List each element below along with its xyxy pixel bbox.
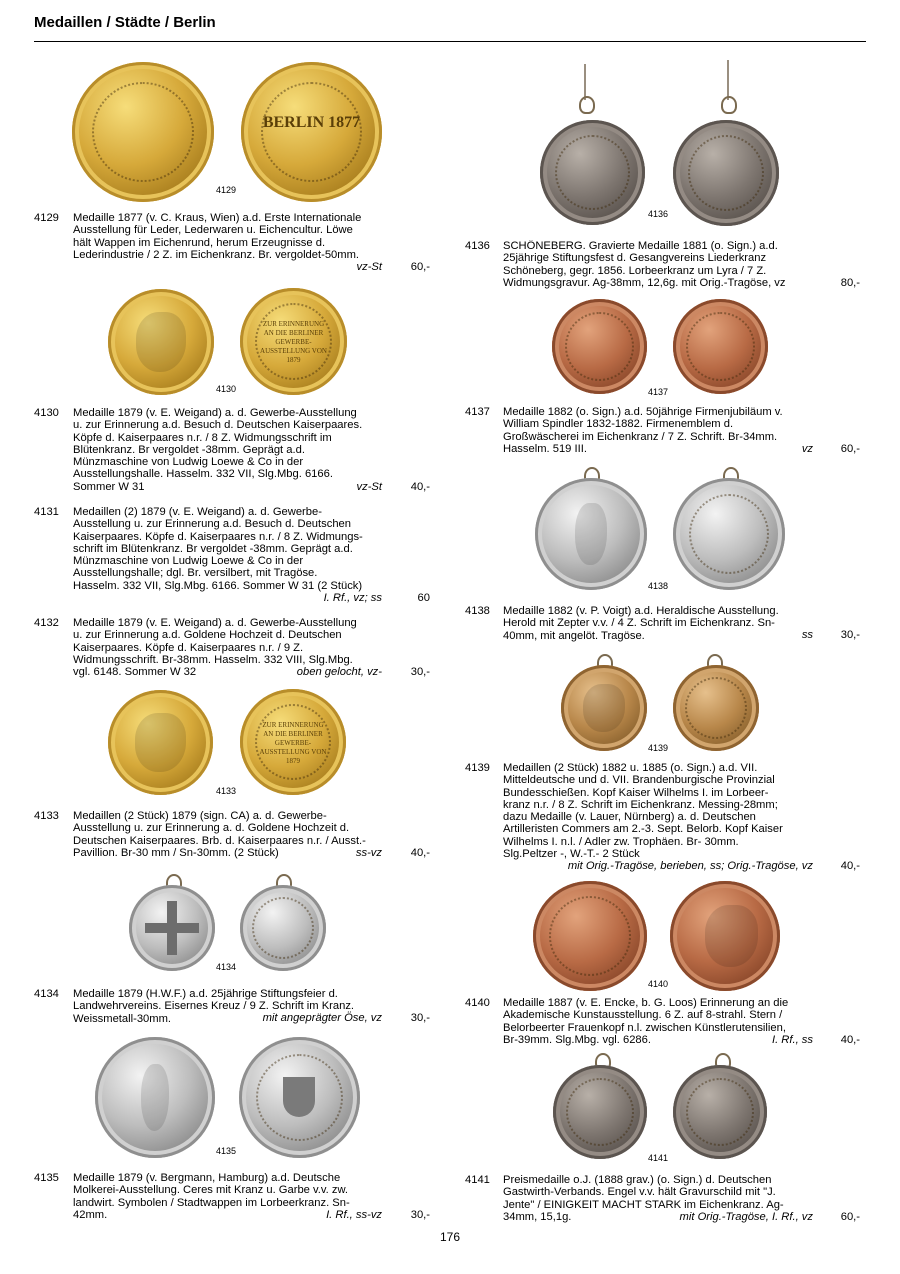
lot-price: 40,- <box>410 847 430 859</box>
lot-text-line: Medaille 1879 (v. E. Weigand) a. d. Gewerbe-Ausstellung <box>73 407 357 419</box>
lot-text-line: Bundesschießen. Kopf Kaiser Wilhelms I. im Lorbeer- <box>503 786 769 799</box>
lot-text-line: Medaillen (2) 1879 (v. E. Weigand) a. d. Gewerbe- <box>73 506 322 518</box>
lot-price: 40,- <box>840 860 860 872</box>
image-label: 4134 <box>216 962 237 972</box>
lot-text-line: Molkerei-Ausstellung. Ceres mit Kranz u. Garbe v.v. zw. <box>73 1184 349 1197</box>
lot-number: 4140 <box>465 997 490 1009</box>
lot-text-line: Schöneberg, gegr. 1856. Lorbeerkranz um Lyra / 7 Z. <box>503 264 767 277</box>
lot-text-line: Blütenkranz. Br vergoldet -38mm. Geprägt a.d. <box>73 443 305 456</box>
coin-obverse <box>129 885 215 971</box>
coin-inscription: BERLIN 1877 <box>262 114 361 131</box>
lot-price: 60,- <box>410 261 430 273</box>
lot-text-line: Preismedaille o.J. (1888 grav.) (o. Sign.) d. Deutschen <box>503 1174 772 1186</box>
coin-reverse <box>673 665 759 751</box>
lot-text-line: Belorbeerter Frauenkopf n.l. zwischen Künstlerutensilien, <box>503 1021 786 1034</box>
lot-text-line: kranz n.r. / 8 Z. Schrift im Eichenkranz. Messing-28mm; <box>503 798 778 811</box>
lot-text-line: Weissmetall-30mm. <box>73 1012 172 1025</box>
image-label: 4130 <box>216 384 237 394</box>
coin-reverse <box>241 62 382 202</box>
coin-reverse <box>673 478 785 590</box>
lot-condition: I. Rf., ss <box>771 1034 813 1046</box>
lot-price: 40,- <box>410 481 430 493</box>
lot-text-line: Medaille 1882 (v. P. Voigt) a.d. Heraldische Ausstellung. <box>503 605 779 617</box>
coin-reverse <box>673 1065 767 1159</box>
lot-text-line: 40mm, mit angelöt. Tragöse. <box>503 629 645 642</box>
coin-obverse <box>552 299 647 394</box>
image-label: 4140 <box>648 979 669 989</box>
lot-text-line: Gastwirth-Verbands. Engel v.v. hält Gravurschild mit "J. <box>503 1186 776 1199</box>
coin-obverse <box>561 665 647 751</box>
lot-text-line: Medaille 1879 (H.W.F.) a.d. 25jährige Stiftungsfeier d. <box>73 988 338 1000</box>
coin-obverse <box>540 120 645 225</box>
lot-text-line: Akademische Kunstausstellung. 6 Z. auf 8-strahl. Stern / <box>503 1009 783 1022</box>
lot-number: 4135 <box>34 1172 59 1184</box>
lot-text-line: Widmungsschrift. Br-38mm. Hasselm. 332 VIII, Slg.Mbg. <box>73 653 353 666</box>
lot-text-line: Sommer W 31 <box>73 480 145 493</box>
coin-reverse <box>240 689 346 795</box>
lot-text-line: Ausstellung für Leder, Lederwaren u. Eichencultur. Löwe <box>73 224 353 237</box>
lot-condition: vz-St <box>356 481 382 493</box>
lot-text-line: Medaille 1887 (v. E. Encke, b. G. Loos) Erinnerung an die <box>503 997 789 1009</box>
lot-number: 4141 <box>465 1174 490 1186</box>
lot-text-line: Mitteldeutsche und d. VII. Brandenburgische Provinzial <box>503 774 775 787</box>
lot-text-line: Hasselm. 332 VII, Slg.Mbg. 6166. Sommer W 31 (2 Stück) <box>73 579 363 592</box>
coin-obverse <box>108 690 213 795</box>
lot-text-line: Ausstellungshalle. Hasselm. 332 VII, Slg.Mbg. 6166. <box>73 468 333 481</box>
lot-text-line: Kaiserpaares. Köpfe d. Kaiserpaares n.r. / 8 Z. Widmungs- <box>73 530 363 543</box>
lot-price: 30,- <box>840 629 860 641</box>
page-number: 176 <box>439 1230 461 1244</box>
image-label: 4137 <box>648 387 669 397</box>
lot-text-line: schrift im Blütenkranz. Br vergoldet -38mm. Geprägt a.d. <box>73 542 353 555</box>
lot-text-line: Ausstellung u. zur Erinnerung a. d. Goldene Hochzeit d. <box>73 822 350 835</box>
lot-text-line: Jente" / EINIGKEIT MACHT STARK im Eichenkranz. Ag- <box>503 1198 784 1211</box>
lot-condition: ss-vz <box>355 847 382 859</box>
image-label: 4141 <box>648 1153 669 1163</box>
lot-number: 4132 <box>34 617 59 629</box>
lot-condition: I. Rf., ss-vz <box>326 1209 382 1221</box>
lot-number: 4134 <box>34 988 59 1000</box>
lot-text-line: Wilhelms I. n.l. / Adler zw. Trophäen. Br- 30mm. <box>503 835 739 848</box>
lot-price: 60 <box>417 592 430 604</box>
coin-obverse <box>535 478 647 590</box>
coin-reverse <box>670 881 780 991</box>
coin-obverse <box>553 1065 647 1159</box>
coin-reverse <box>239 1037 360 1158</box>
lot-number: 4131 <box>34 506 59 518</box>
coin-inscription: ZUR ERINNERUNG AN DIE BERLINER GEWERBE-AUSSTELLUNG VON 1879 <box>260 320 327 364</box>
image-label: 4139 <box>648 743 669 753</box>
lot-condition: vz-St <box>356 261 382 273</box>
lot-number: 4138 <box>465 605 490 617</box>
lot-price: 30,- <box>410 1012 430 1024</box>
coin-reverse <box>673 299 768 394</box>
lot-text-line: Münzmaschine von Ludwig Loewe & Co in der <box>73 555 304 568</box>
coin-reverse <box>673 120 779 226</box>
coin-inscription: ZUR ERINNERUNG AN DIE BERLINER GEWERBE-AUSSTELLUNG VON 1879 <box>259 721 327 765</box>
lot-price: 30,- <box>410 666 430 678</box>
lot-condition: mit Orig.-Tragöse, berieben, ss; Orig.-Tragöse, vz <box>567 860 813 872</box>
lot-condition: mit angeprägter Öse, vz <box>262 1012 382 1024</box>
image-label: 4133 <box>216 786 237 796</box>
lot-price: 80,- <box>840 277 860 289</box>
lot-text-line: Ausstellung u. zur Erinnerung a.d. Besuch d. Deutschen <box>73 518 351 531</box>
lot-text-line: William Spindler 1832-1882. Firmenemblem d. <box>503 418 734 431</box>
lot-text-line: Br-39mm. Slg.Mbg. vgl. 6286. <box>503 1033 651 1046</box>
lot-text-line: Widmungsgravur. Ag-38mm, 12,6g. mit Orig.-Tragöse, vz <box>503 276 786 289</box>
lot-text-line: Artilleristen Commers am 2.-3. Sept. Belorb. Kopf Kaiser <box>503 823 783 836</box>
coin-obverse <box>533 881 647 991</box>
lot-condition: ss <box>801 629 813 641</box>
coin-obverse <box>72 62 214 202</box>
lot-text-line: Medaille 1882 (o. Sign.) a.d. 50jährige Firmenjubiläum v. <box>503 406 783 418</box>
lot-text-line: Deutschen Kaiserpaares. Brb. d. Kaiserpaares n.r. / Ausst.- <box>73 834 366 847</box>
lot-text-line: 25jährige Stiftungsfest d. Gesangvereins Liederkranz <box>503 252 767 265</box>
lot-price: 40,- <box>840 1034 860 1046</box>
lot-condition: vz <box>801 443 813 455</box>
lot-text-line: Lederindustrie / 2 Z. im Eichenkranz. Br. vergoldet-50mm. <box>73 248 360 261</box>
lot-text-line: Köpfe d. Kaiserpaares n.r. / 8 Z. Widmungsschrift im <box>73 431 332 444</box>
lot-number: 4129 <box>34 212 59 224</box>
lot-text-line: Großwäscherei im Eichenkranz / 7 Z. Schrift. Br-34mm. <box>503 430 778 443</box>
page-header-title: Medaillen / Städte / Berlin <box>34 14 216 31</box>
lot-condition: I. Rf., vz; ss <box>323 592 382 604</box>
lot-text-line: Hasselm. 519 III. <box>503 442 587 455</box>
coin-obverse <box>108 289 214 395</box>
lot-text-line: Medaille 1877 (v. C. Kraus, Wien) a.d. Erste Internationale <box>73 212 362 224</box>
lot-text-line: Herold mit Zepter v.v. / 4 Z. Schrift im Eichenkranz. Sn- <box>503 617 775 630</box>
lot-price: 60,- <box>840 1211 860 1223</box>
lot-text-line: Medaille 1879 (v. Bergmann, Hamburg) a.d. Deutsche <box>73 1172 341 1184</box>
image-label: 4138 <box>648 581 669 591</box>
lot-price: 30,- <box>410 1209 430 1221</box>
lot-text-line: Kaiserpaares. Köpfe d. Kaiserpaares n.r. / 9 Z. <box>73 641 304 654</box>
lot-text-line: u. zur Erinnerung a.d. Besuch d. Deutschen Kaiserpaares. <box>73 419 363 432</box>
lot-text-line: Medaillen (2 Stück) 1879 (sign. CA) a. d. Gewerbe- <box>73 810 327 822</box>
lot-text-line: Slg.Peltzer -, W.-T.- 2 Stück <box>503 848 640 861</box>
lot-number: 4130 <box>34 407 59 419</box>
lot-text-line: Medaillen (2 Stück) 1882 u. 1885 (o. Sign.) a.d. VII. <box>503 762 758 774</box>
header-rule <box>34 41 866 42</box>
image-label: 4136 <box>648 209 669 219</box>
image-label: 4135 <box>216 1146 237 1156</box>
image-label: 4129 <box>216 185 237 195</box>
lot-number: 4133 <box>34 810 59 822</box>
lot-condition: oben gelocht, vz- <box>296 666 382 678</box>
coin-reverse <box>240 288 347 395</box>
lot-text-line: Münzmaschine von Ludwig Loewe & Co in der <box>73 456 304 469</box>
lot-text-line: hält Wappen im Eichenrund, herum Erzeugnisse d. <box>73 236 326 249</box>
coin-obverse <box>95 1037 215 1158</box>
lot-text-line: u. zur Erinnerung a.d. Goldene Hochzeit d. Deutschen <box>73 629 342 642</box>
lot-text-line: 34mm, 15,1g. <box>503 1210 572 1223</box>
lot-text-line: SCHÖNEBERG. Gravierte Medaille 1881 (o. Sign.) a.d. <box>503 240 778 252</box>
lot-number: 4139 <box>465 762 490 774</box>
lot-text-line: Landwehrvereins. Eisernes Kreuz / 9 Z. Schrift im Kranz. <box>73 1000 355 1013</box>
lot-text-line: landwirt. Symbolen / Stadtwappen im Lorbeerkranz. Sn- <box>73 1196 350 1209</box>
lot-text-line: dazu Medaille (v. Lauer, Nürnberg) a. d. Deutschen <box>503 811 756 824</box>
lot-condition: mit Orig.-Tragöse, I. Rf., vz <box>679 1211 813 1223</box>
lot-text-line: Medaille 1879 (v. E. Weigand) a. d. Gewerbe-Ausstellung <box>73 617 357 629</box>
lot-text-line: 42mm. <box>73 1208 108 1221</box>
lot-text-line: Pavillion. Br-30 mm / Sn-30mm. (2 Stück) <box>73 846 279 859</box>
coin-reverse <box>240 885 326 971</box>
lot-text-line: Ausstellungshalle; dgl. Br. versilbert, mit Tragöse. <box>73 567 318 580</box>
lot-price: 60,- <box>840 443 860 455</box>
lot-text-line: vgl. 6148. Sommer W 32 <box>73 666 197 679</box>
lot-number: 4136 <box>465 240 490 252</box>
lot-number: 4137 <box>465 406 490 418</box>
